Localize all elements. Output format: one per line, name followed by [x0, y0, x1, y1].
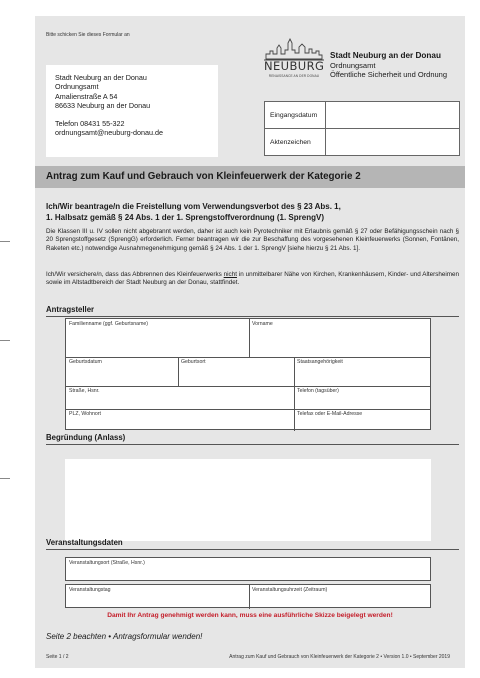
assurance-paragraph: Ich/Wir versichere/n, dass das Abbrennen des Kleinfeuerwerks nicht in unmittelbarer Nähe von Kirchen, Krankenhäusern, Kinder- und Altersheimen sowie im Altstadtbereich der Stadt Neuburg an der Donau, stattfindet.	[46, 271, 459, 287]
section-divider	[46, 549, 459, 550]
birth-date-label: Geburtsdatum	[69, 359, 102, 365]
request-heading-line: 1. Halbsatz gemäß § 24 Abs. 1 der 1. Sprengstoffverordnung (1. SprengV)	[46, 213, 324, 222]
reason-textarea[interactable]	[65, 459, 431, 541]
sketch-notice: Damit Ihr Antrag genehmigt werden kann, muss eine ausführliche Skizze beigelegt werden!	[107, 612, 393, 619]
fold-mark	[0, 241, 10, 242]
office-city: Stadt Neuburg an der Donau	[330, 51, 441, 60]
birth-place-field[interactable]	[178, 357, 294, 386]
hole-mark	[0, 340, 10, 341]
page-number: Seite 1 / 2	[46, 654, 69, 660]
received-date-row[interactable]	[265, 102, 459, 129]
file-number-label: Aktenzeichen	[270, 139, 311, 146]
fax-email-label: Telefax oder E-Mail-Adresse	[297, 411, 363, 417]
section-applicant-title: Antragsteller	[46, 305, 95, 314]
event-date-time-row	[65, 584, 431, 608]
request-heading-line: Ich/Wir beantrage/n die Freistellung vom Verwendungsverbot des § 23 Abs. 1,	[46, 202, 341, 211]
section-event-title: Veranstaltungsdaten	[46, 538, 123, 547]
logo-subline: RENAISSANCE AN DER DONAU	[268, 74, 320, 78]
office-info	[330, 51, 465, 80]
event-day-field[interactable]	[66, 585, 249, 609]
form-title-bar	[35, 166, 465, 188]
family-name-field[interactable]	[66, 319, 249, 357]
birth-place-label: Geburtsort	[181, 359, 206, 365]
street-field[interactable]	[66, 386, 294, 409]
first-name-field[interactable]	[249, 319, 432, 357]
event-time-field[interactable]	[249, 585, 432, 609]
zip-city-label: PLZ, Wohnort	[69, 411, 101, 417]
office-unit: Öffentliche Sicherheit und Ordnung	[330, 70, 448, 79]
skyline-icon	[264, 37, 324, 61]
address-line: Amalienstraße A 54	[55, 91, 118, 101]
request-heading	[46, 201, 461, 223]
birth-date-field[interactable]	[66, 357, 178, 386]
address-line: Stadt Neuburg an der Donau	[55, 73, 147, 82]
address-block	[46, 65, 218, 157]
file-number-row[interactable]	[265, 129, 459, 156]
nationality-field[interactable]	[294, 357, 432, 386]
fold-mark	[0, 478, 10, 479]
send-to-label: Bitte schicken Sie dieses Formular an	[46, 32, 130, 38]
family-name-label: Familienname (ggf. Geburtsname)	[69, 321, 148, 327]
event-time-label: Veranstaltungsuhrzeit (Zeitraum)	[252, 587, 328, 593]
address-line: 86633 Neuburg an der Donau	[55, 101, 151, 111]
office-use-box	[264, 101, 460, 156]
event-day-label: Veranstaltungstag	[69, 587, 111, 593]
address-phone: Telefon 08431 55-322	[55, 118, 125, 128]
section-divider	[46, 444, 459, 445]
section-divider	[46, 316, 459, 317]
applicant-fields	[65, 318, 431, 430]
info-paragraph: Die Klassen III u. IV sollen nicht abgebrannt werden, daher ist auch kein Pyrotechniker mit Erlaubnis gemäß § 27 oder Befähigungsschein nach § 20 Sprengstoffgesetz (SprengG) erforderlich. Ferner beantragen wir die zur Beschaffung des vorgesehenen Kleinfeuerwerks (Sonnen, Fontänen, Raketen etc.) notwendige Ausnahmegenehmigung gemäß § 24 Abs. 1 der 1. SprengV [siehe hierzu § 21 Abs. 1].	[46, 228, 459, 252]
zip-city-field[interactable]	[66, 409, 294, 431]
form-title: Antrag zum Kauf und Gebrauch von Kleinfeuerwerk der Kategorie 2	[46, 171, 361, 182]
phone-label: Telefon (tagsüber)	[297, 388, 339, 394]
section-reason-title: Begründung (Anlass)	[46, 433, 126, 442]
city-logo	[264, 37, 324, 85]
event-location-label: Veranstaltungsort (Straße, Hsnr.)	[69, 560, 145, 566]
emphasis-nicht: nicht	[223, 271, 237, 278]
document-footer: Antrag zum Kauf und Gebrauch von Kleinfeuerwerk der Kategorie 2 • Version 1.0 • September 2019	[229, 654, 450, 660]
first-name-label: Vorname	[252, 321, 273, 327]
event-location-field[interactable]	[65, 557, 431, 581]
fax-email-field[interactable]	[294, 409, 432, 431]
street-label: Straße, Hsnr.	[69, 388, 100, 394]
received-date-label: Eingangsdatum	[270, 112, 318, 119]
logo-wordmark: NEUBURG	[264, 59, 325, 73]
form-page	[35, 16, 465, 668]
address-line: Ordnungsamt	[55, 82, 99, 92]
page-turn-note: Seite 2 beachten • Antragsformular wenden!	[46, 632, 203, 641]
nationality-label: Staatsangehörigkeit	[297, 359, 343, 365]
address-email: ordnungsamt@neuburg-donau.de	[55, 128, 163, 138]
phone-field[interactable]	[294, 386, 432, 409]
office-dept: Ordnungsamt	[330, 60, 376, 70]
